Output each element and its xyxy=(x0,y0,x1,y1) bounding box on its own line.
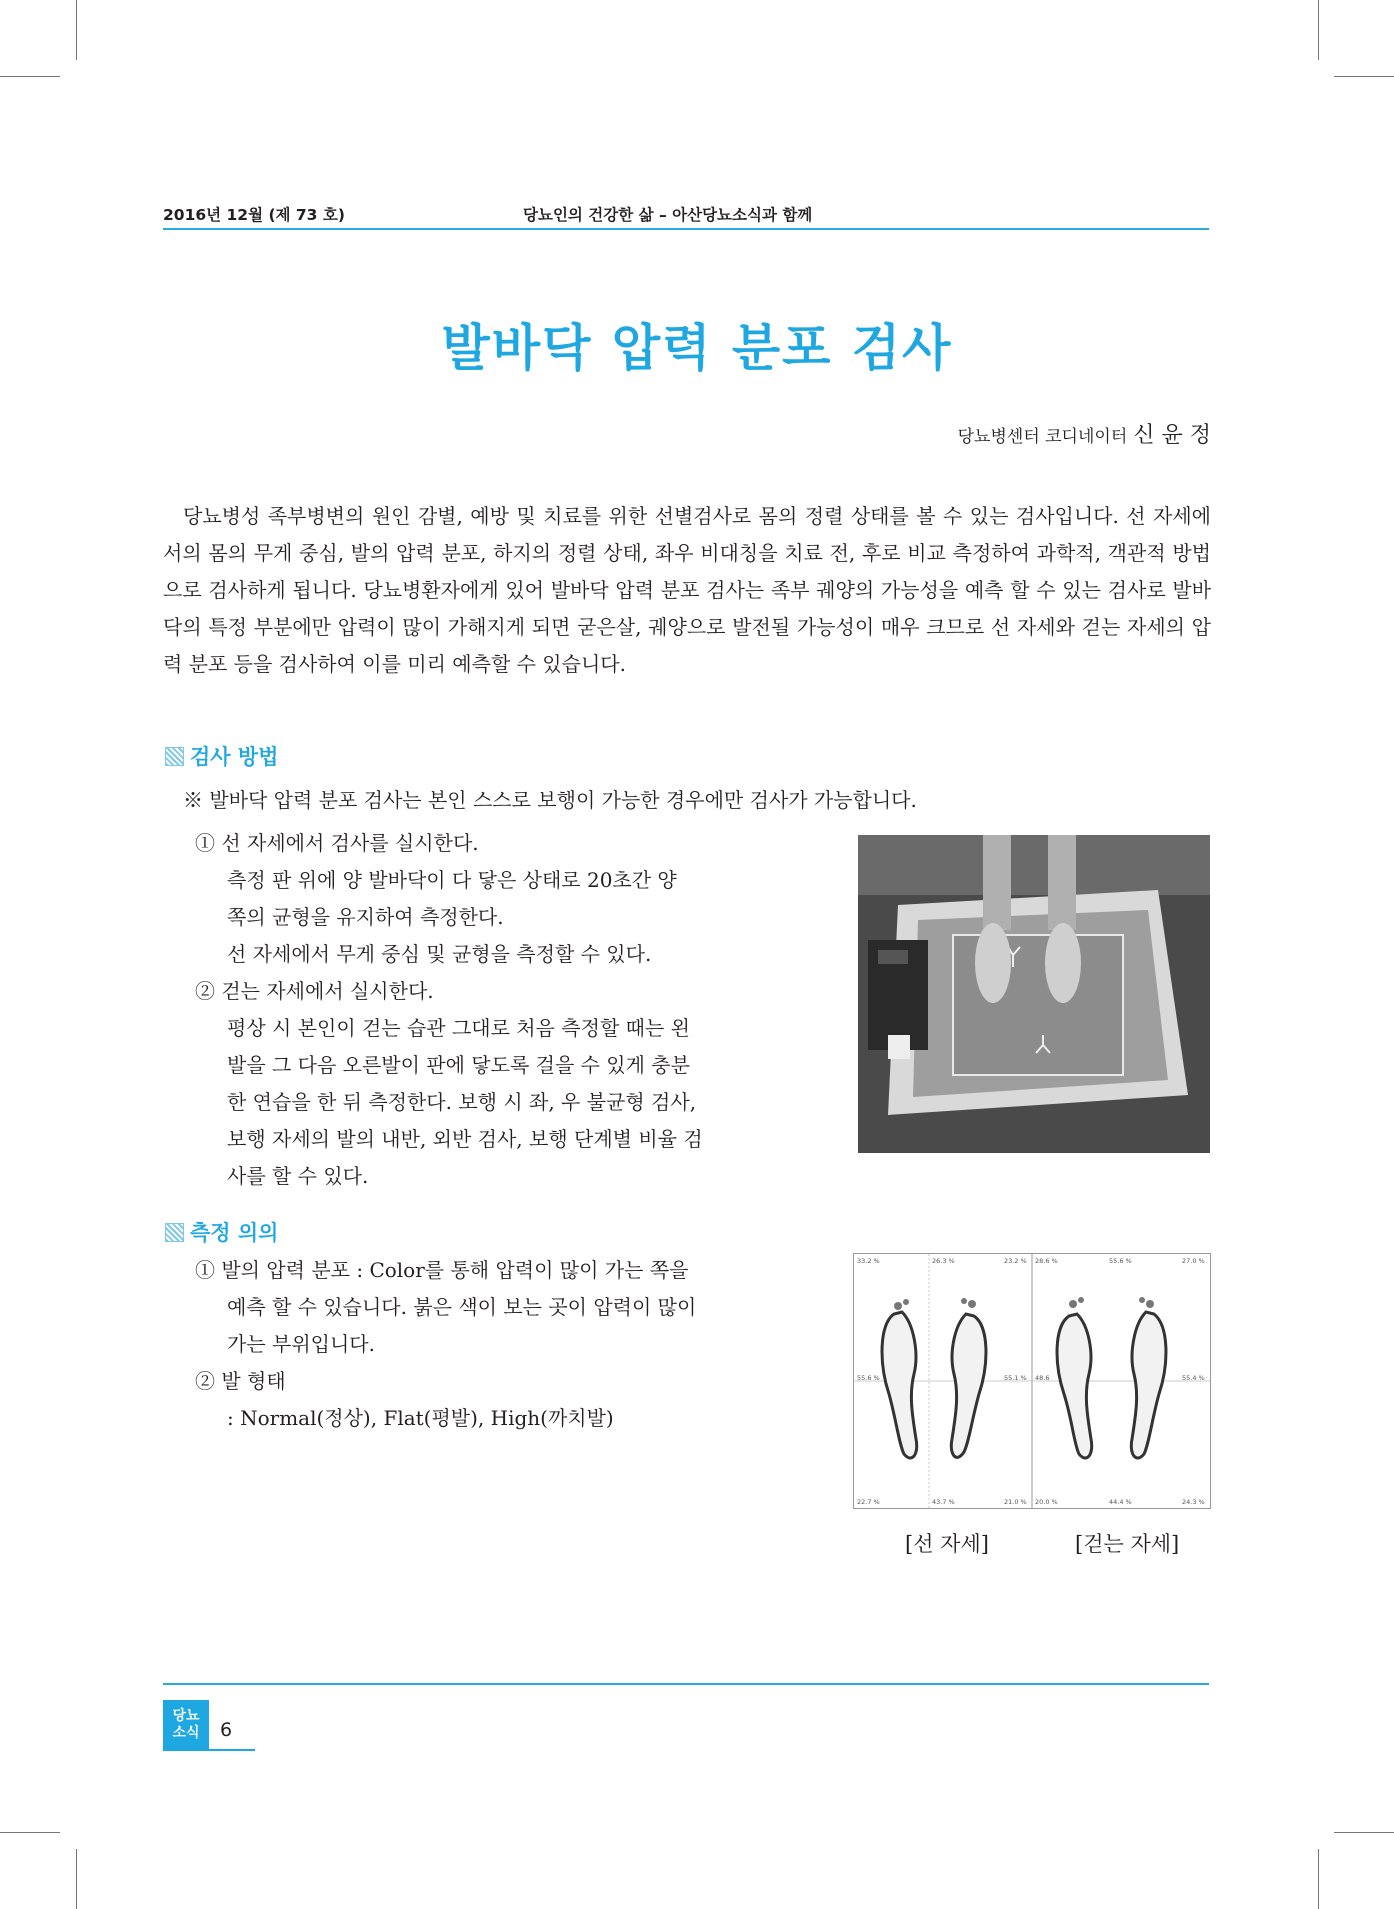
fp-label: 43.7 % xyxy=(932,1498,955,1506)
series-title: 당뇨인의 건강한 삶 – 아산당뇨소식과 함께 xyxy=(523,206,813,224)
fp-label: 28.6 % xyxy=(1035,1257,1058,1265)
intro-paragraph: 당뇨병성 족부병변의 원인 감별, 예방 및 치료를 위한 선별검사로 몸의 정렬 상태를 볼 수 있는 검사입니다. 선 자세에서의 몸의 무게 중심, 발의 압력 분포, 하지의 정렬 상태, 좌우 비대칭을 치료 전, 후로 비교 측정하여 과학적, 객관적 방법으로 검사하게 됩니다. 당뇨병환자에게 있어 발바닥 압력 분포 검사는 족부 궤양의 가능성을 예측 할 수 있는 검사로 발바닥의 특정 부분에만 압력이 많이 가해지게 되면 굳은살, 궤양으로 발전될 가능성이 매우 크므로 선 자세와 걷는 자세의 압력 분포 등을 검사하여 이를 미리 예측할 수 있습니다. xyxy=(163,504,1211,676)
fp-label: 55.6 % xyxy=(857,1374,880,1382)
fp-label: 22.7 % xyxy=(857,1498,880,1506)
list-item-body: 사를 할 수 있다. xyxy=(227,1164,369,1188)
list-item-head: ① 발의 압력 분포 : Color를 통해 압력이 많이 가는 쪽을 xyxy=(195,1258,689,1282)
author-role: 당뇨병센터 코디네이터 xyxy=(957,427,1128,447)
pressure-plate-illustration xyxy=(858,835,1210,1153)
crop-mark xyxy=(1318,0,1319,60)
list-item-body: 가는 부위입니다. xyxy=(227,1332,375,1356)
section-heading-text: 검사 방법 xyxy=(190,745,279,769)
footprint-pressure-figure xyxy=(853,1253,1211,1509)
section-heading-significance xyxy=(165,1217,278,1247)
crop-mark xyxy=(76,1849,77,1909)
page-title: 발바닥 압력 분포 검사 xyxy=(441,319,953,377)
running-header xyxy=(163,203,1209,229)
fp-label: 21.0 % xyxy=(1004,1498,1027,1506)
crop-mark xyxy=(1334,76,1394,77)
section-marker-icon xyxy=(165,747,184,766)
crop-mark xyxy=(1318,1849,1319,1909)
list-item-head: ② 걷는 자세에서 실시한다. xyxy=(195,979,434,1003)
list-item-body: 선 자세에서 무게 중심 및 균형을 측정할 수 있다. xyxy=(227,942,652,966)
significance-list xyxy=(195,1252,805,1437)
footer-rule xyxy=(163,1683,1209,1685)
header-rule xyxy=(163,228,1209,230)
crop-mark xyxy=(1334,1832,1394,1833)
list-item-body: 평상 시 본인이 걷는 습관 그대로 처음 측정할 때는 왼 xyxy=(227,1016,690,1040)
issue-label: 2016년 12월 (제 73 호) xyxy=(163,206,345,224)
author-line xyxy=(958,418,1211,449)
list-item-head: ② 발 형태 xyxy=(195,1369,286,1393)
newsletter-badge xyxy=(163,1700,209,1750)
fp-label: 55.1 % xyxy=(1004,1374,1027,1382)
method-note: ※ 발바닥 압력 분포 검사는 본인 스스로 보행이 가능한 경우에만 검사가 가능합니다. xyxy=(183,788,917,812)
fp-label: 23.2 % xyxy=(1004,1257,1027,1265)
crop-mark xyxy=(76,0,77,60)
list-item-body: 한 연습을 한 뒤 측정한다. 보행 시 좌, 우 불균형 검사, xyxy=(227,1090,697,1114)
section-marker-icon xyxy=(165,1223,184,1242)
footprint-chart xyxy=(854,1254,1210,1508)
caption-standing: [선 자세] xyxy=(905,1532,989,1556)
fp-label: 24.3 % xyxy=(1182,1498,1205,1506)
list-item-body: 보행 자세의 발의 내반, 외반 검사, 보행 단계별 비율 검 xyxy=(227,1127,703,1151)
fp-label: 26.3 % xyxy=(932,1257,955,1265)
fp-label: 20.0 % xyxy=(1035,1498,1058,1506)
author-name: 신 윤 정 xyxy=(1133,423,1211,448)
section-heading-text: 측정 의의 xyxy=(190,1221,279,1245)
crop-mark xyxy=(0,76,60,77)
list-item-body: 발을 그 다음 오른발이 판에 닿도록 걸을 수 있게 충분 xyxy=(227,1053,690,1077)
page-number: 6 xyxy=(220,1719,233,1741)
crop-mark xyxy=(0,1832,60,1833)
fp-label: 33.2 % xyxy=(857,1257,880,1265)
fp-label: 48.6 xyxy=(1035,1374,1050,1382)
fp-label: 55.6 % xyxy=(1109,1257,1132,1265)
caption-walking: [걷는 자세] xyxy=(1075,1532,1180,1556)
section-heading-method xyxy=(165,741,278,771)
method-list xyxy=(195,825,805,1195)
badge-line: 소식 xyxy=(172,1725,200,1741)
list-item-body: 쪽의 균형을 유지하여 측정한다. xyxy=(227,905,504,929)
list-item-body: : Normal(정상), Flat(평발), High(까치발) xyxy=(227,1406,614,1430)
page-number-rule xyxy=(163,1749,255,1751)
fp-label: 44.4 % xyxy=(1109,1498,1132,1506)
fp-label: 55.4 % xyxy=(1182,1374,1205,1382)
badge-line: 당뇨 xyxy=(172,1708,200,1724)
list-item-body: 측정 판 위에 양 발바닥이 다 닿은 상태로 20초간 양 xyxy=(227,868,677,892)
fp-label: 27.0 % xyxy=(1182,1257,1205,1265)
pressure-plate-photo xyxy=(858,835,1210,1153)
list-item-body: 예측 할 수 있습니다. 붉은 색이 보는 곳이 압력이 많이 xyxy=(227,1295,697,1319)
list-item-head: ① 선 자세에서 검사를 실시한다. xyxy=(195,831,479,855)
